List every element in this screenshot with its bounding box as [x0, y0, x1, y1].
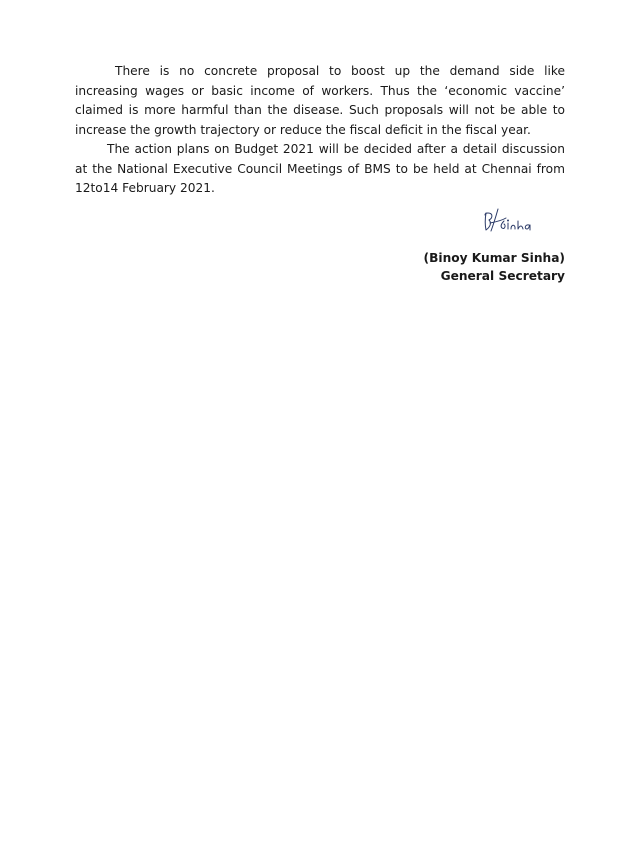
- paragraph-budget-critique: There is no concrete proposal to boost up the demand side like increasing wages or basic income of workers. Thus the ‘economic vaccine’ claimed is more harmful than the disease. Such proposals will not be able to increase the growth trajectory or reduce the fiscal deficit in the fiscal year.: [75, 64, 565, 137]
- paragraph-action-plans: The action plans on Budget 2021 will be decided after a detail discussion at the National Executive Council Meetings of BMS to be held at Chennai from 12to14 February 2021.: [75, 142, 565, 195]
- signer-title: General Secretary: [440, 269, 565, 283]
- signer-name: (Binoy Kumar Sinha): [423, 251, 565, 265]
- handwritten-signature: [478, 207, 534, 237]
